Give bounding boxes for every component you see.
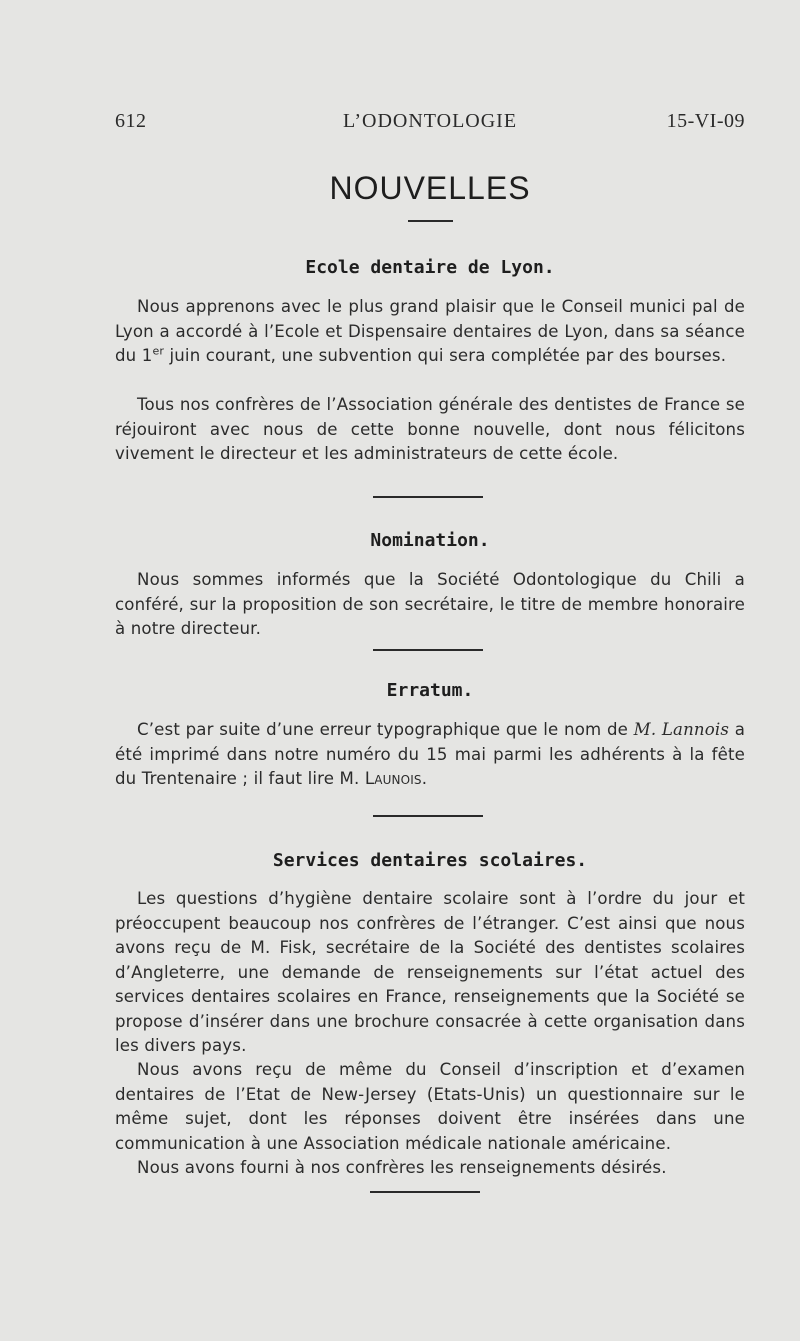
paragraph-services-3: Nous avons fourni à nos confrères les renseignements désirés.: [137, 1158, 667, 1177]
paragraph-services-1: Les questions d’hygiène dentaire scolaire sont à l’ordre du jour et préoccupent beaucoup nos confrères de l’étranger. C’est ainsi que nous avons reçu de M. Fisk, secrétaire de la Société des dentistes scolaires d’Angleterre, une demande de renseignements sur l’état actuel des services dentaires scolaires en France, renseignements que la Société se propose d’insérer dans une brochure consacrée à cette organisation dans les divers pays.: [115, 889, 745, 1055]
section-heading-ecole-lyon: Ecole dentaire de Lyon.: [305, 257, 555, 278]
paragraph-services-2: Nous avons reçu de même du Conseil d’inscription et d’examen dentaires de l’Etat de New-Jersey (Etats-Unis) un questionnaire sur le même sujet, dont les réponses doivent être insérées dans une communication à une Association médicale nationale américaine.: [115, 1060, 745, 1153]
section-heading-nomination: Nomination.: [370, 530, 490, 551]
section-divider: [373, 649, 483, 651]
issue-date: 15-VI-09: [666, 110, 745, 132]
paragraph-erratum: C’est par suite d’une erreur typographique que le nom de M. Lannois a été imprimé dans notre numéro du 15 mai parmi les adhérents à la fête du Trentenaire ; il faut lire M. Launois.: [115, 720, 746, 788]
section-divider: [373, 815, 483, 817]
paragraph-ecole-lyon-1: Nous apprenons avec le plus grand plaisir que le Conseil munici pal de Lyon a accordé à l’Ecole et Dispensaire dentaires de Lyon, dans sa séance du 1er juin courant, une subvention qui sera complétée par des bourses.: [115, 297, 745, 365]
section-divider: [370, 1191, 480, 1193]
page-title: NOUVELLES: [329, 170, 531, 206]
section-heading-erratum: Erratum.: [386, 680, 474, 701]
section-divider: [373, 496, 483, 498]
paragraph-ecole-lyon-2: Tous nos confrères de l’Association générale des dentistes de France se réjouiront avec nous de cette bonne nouvelle, dont nous félicitons vivement le directeur et les administrateurs de cette école.: [115, 395, 745, 463]
title-rule: [408, 220, 453, 222]
journal-page: [115, 0, 745, 1341]
running-head: [115, 110, 745, 138]
paragraph-nomination: Nous sommes informés que la Société Odontologique du Chili a conféré, sur la proposition de son secrétaire, le titre de membre honoraire à notre directeur.: [115, 570, 745, 638]
journal-title: L’ODONTOLOGIE: [342, 110, 518, 132]
section-heading-services-scolaires: Services dentaires scolaires.: [272, 850, 588, 871]
page-number: 612: [115, 110, 147, 132]
